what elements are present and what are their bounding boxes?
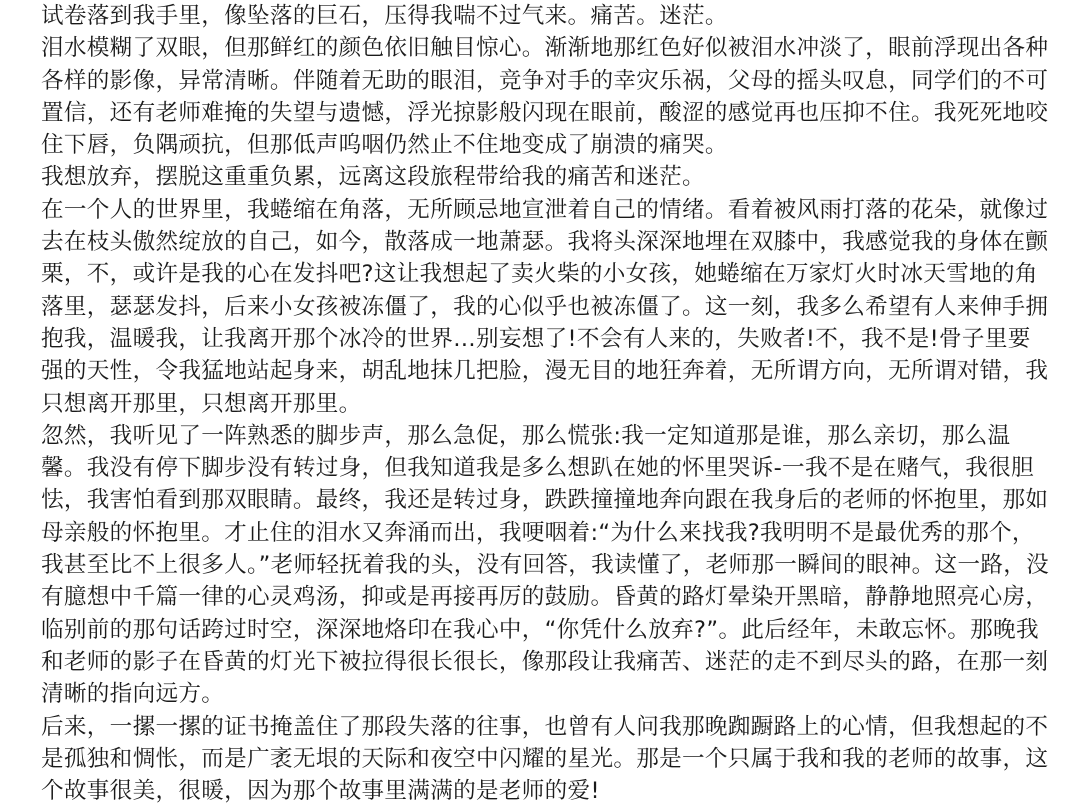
paragraph-exam-paper: 试卷落到我手里，像坠落的巨石，压得我喘不过气来。痛苦。迷茫。 (41, 3, 728, 29)
paragraph-teacher: 忽然，我听见了一阵熟悉的脚步声，那么急促，那么慌张:我一定知道那是谁，那么亲切，那么温馨。我没有停下脚步没有转过身，但我知道我是多么想趴在她的怀里哭诉-一我不是在赌气，我很胆怯，我害怕看到那双眼睛。最终，我还是转过身，跌跌撞撞地奔向跟在我身后的老师的怀抱里，那如母亲般的怀抱里。才止住的泪水又奔涌而出，我哽咽着:“为什么来找我?我明明不是最优秀的那个，我甚至比不上很多人。”老师轻抚着我的头，没有回答，我读懂了，老师那一瞬间的眼神。这一路，没有臆想中千篇一律的心灵鸡汤，抑或是再接再厉的鼓励。昏黄的路灯晕染开黑暗，静静地照亮心房，临别前的那句话跨过时空，深深地烙印在我心中，“你凭什么放弃?”。此后经年，未敢忘怀。那晚我和老师的影子在昏黄的灯光下被拉得很长很长，像那段让我痛苦、迷茫的走不到尽头的路，在那一刻清晰的指向远方。 (41, 422, 1050, 708)
paragraph-alone: 在一个人的世界里，我蜷缩在角落，无所顾忌地宣泄着自己的情绪。看着被风雨打落的花朵，就像过去在枝头傲然绽放的自己，如今，散落成一地萧瑟。我将头深深地埋在双膝中，我感觉我的身体在颤栗，不，或许是我的心在发抖吧?这让我想起了卖火柴的小女孩，她蜷缩在万家灯火时冰天雪地的角落里，瑟瑟发抖，后来小女孩被冻僵了，我的心似乎也被冻僵了。这一刻，我多么希望有人来伸手拥抱我，温暖我，让我离开那个冰冷的世界…别妄想了!不会有人来的，失败者!不，我不是!骨子里要强的天性，令我猛地站起身来，胡乱地抹几把脸，漫无目的地狂奔着，无所谓方向，无所谓对错，我只想离开那里，只想离开那里。 (41, 196, 1049, 417)
paragraph-later: 后来，一摞一摞的证书掩盖住了那段失落的往事，也曾有人问我那晚踟蹰路上的心情，但我想起的不是孤独和惆怅，而是广袤无垠的天际和夜空中闪耀的星光。那是一个只属于我和我的老师的故事，这个故事很美，很暖，因为那个故事里满满的是老师的爱! (41, 713, 1049, 805)
paragraph-give-up: 我想放弃，摆脱这重重负累，远离这段旅程带给我的痛苦和迷茫。 (41, 164, 705, 191)
paragraph-tears: 泪水模糊了双眼，但那鲜红的颜色依旧触目惊心。渐渐地那红色好似被泪水冲淡了，眼前浮现出各种各样的影像，异常清晰。伴随着无助的眼泪，竞争对手的幸灾乐祸，父母的摇头叹息，同学们的不可置信，还有老师难掩的失望与遗憾，浮光掠影般闪现在眼前，酸涩的感觉再也压抑不住。我死死地咬住下唇，负隅顽抗，但那低声呜咽仍然止不住地变成了崩溃的痛哭。 (41, 35, 1049, 159)
